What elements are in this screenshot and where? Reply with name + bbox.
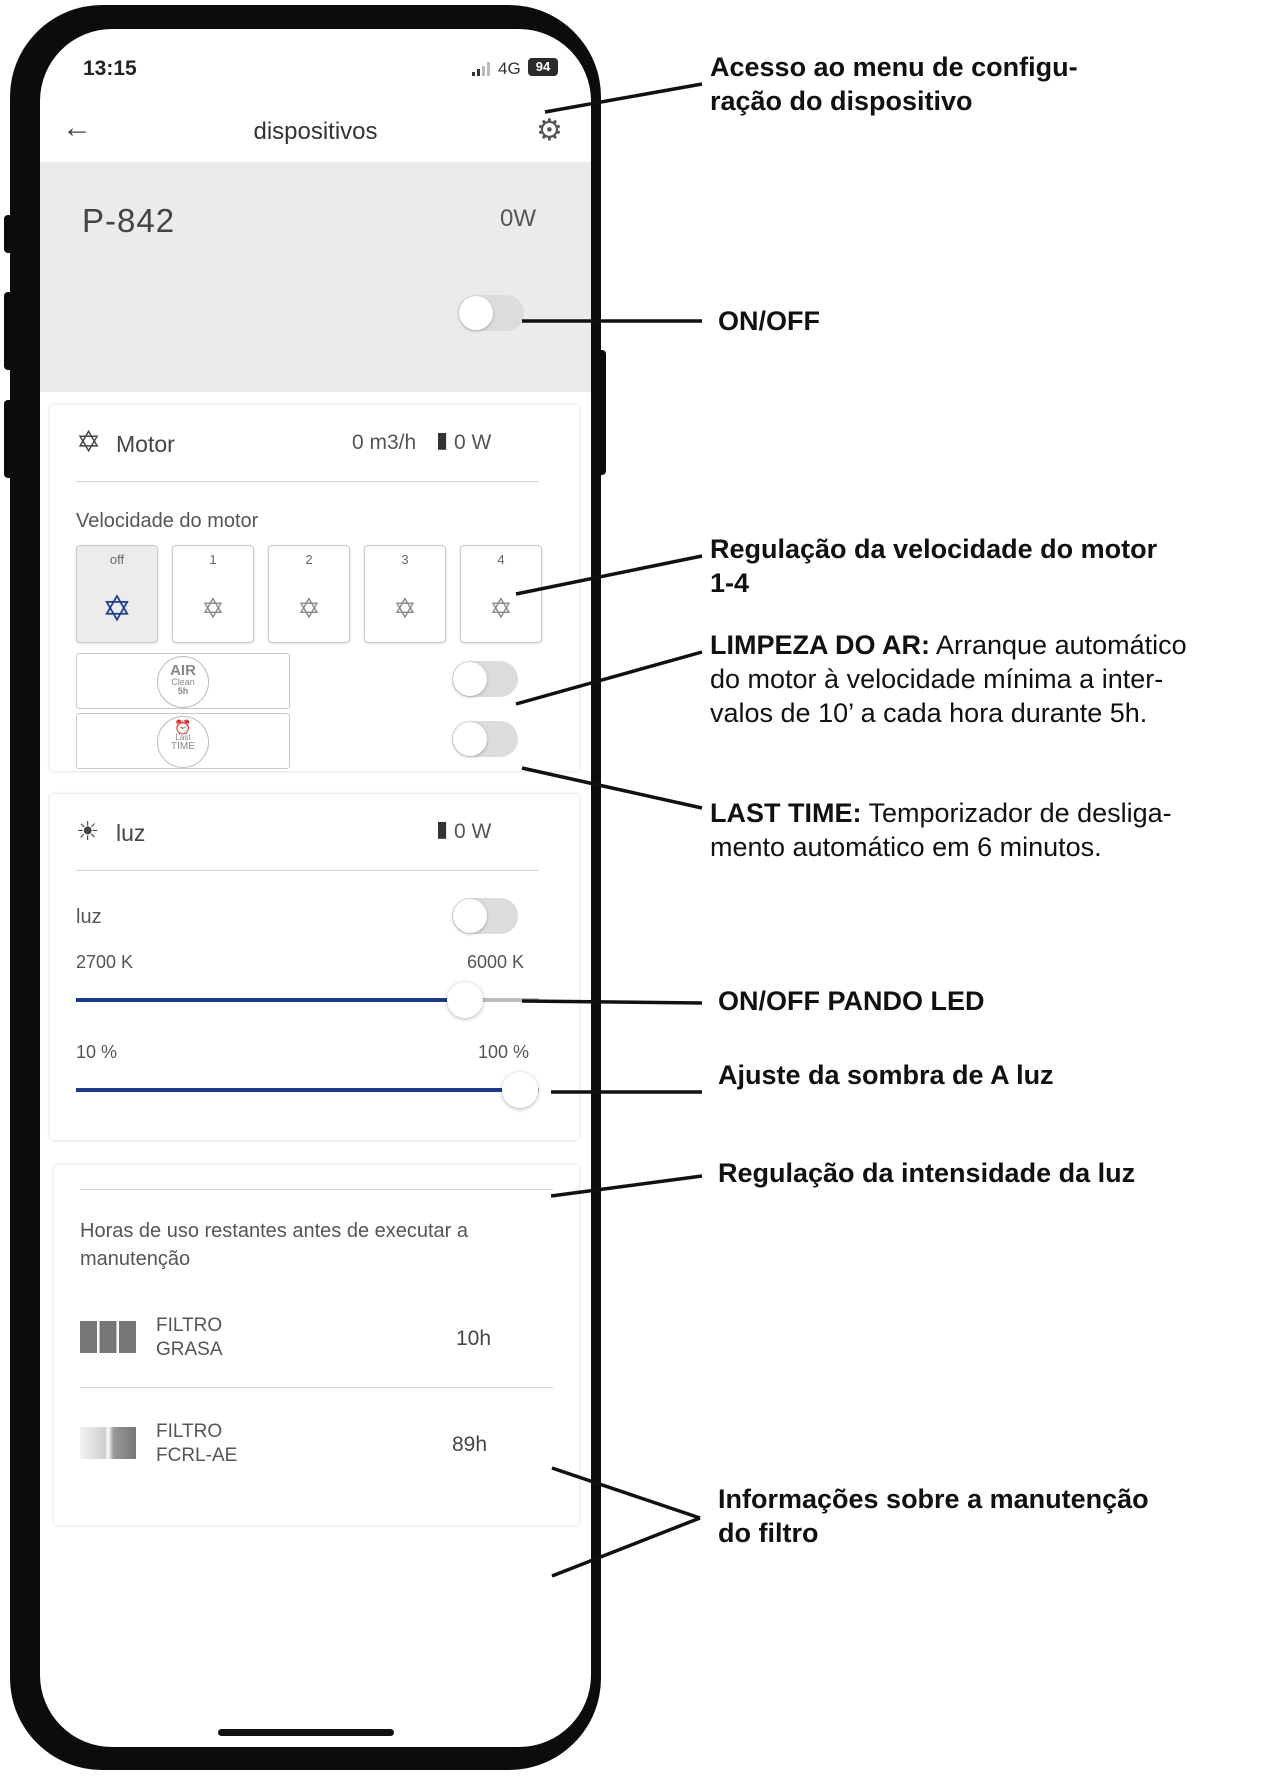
line-filter-1 (552, 1468, 700, 1518)
arrow-left-icon[interactable]: ← (62, 111, 92, 144)
speed-label-off: off (109, 552, 125, 567)
annotation-air-clean-l3: valos de 10’ a cada hora durante 5h. (710, 698, 1148, 728)
filter-1-hours: 10h (456, 1327, 492, 1350)
annotation-last-time-title: LAST TIME: (710, 798, 862, 828)
air-clean-badge-sub: Clean (171, 677, 195, 687)
speed-label: Velocidade do motor (76, 510, 259, 532)
plug-icon: ▮ (436, 427, 449, 452)
last-time-badge-sub: TIME (171, 741, 195, 752)
annotation-filter-info (718, 1482, 1149, 1550)
motor-airflow: 0 m3/h (352, 431, 417, 454)
fan-icon: ✡ (489, 593, 513, 624)
annotation-filter-info-l1: Informações sobre a manutenção (718, 1484, 1149, 1514)
annotation-settings-l1: Acesso ao menu de configu- (710, 52, 1078, 82)
motor-label: Motor (116, 431, 175, 457)
light-bulb-icon: ☀ (76, 816, 100, 846)
line-last-time (522, 768, 702, 808)
speed-label-2: 2 (305, 552, 313, 567)
annotation-intensity: Regulação da intensidade da luz (718, 1158, 1136, 1188)
speed-label-3: 3 (401, 552, 409, 567)
clock-glyph: ⏰ (174, 719, 192, 735)
annotation-last-time-l2: mento automático em 6 minutos. (710, 832, 1102, 862)
speed-label-4: 4 (497, 552, 505, 567)
light-power: 0 W (454, 820, 492, 843)
annotation-last-time-l1: Temporizador de desliga- (861, 798, 1172, 828)
motor-power: 0 W (454, 431, 492, 454)
line-intensity (551, 1176, 702, 1196)
annotation-settings (710, 50, 1078, 118)
filter-2-hours: 89h (452, 1433, 488, 1456)
annotation-motor-speed (710, 532, 1157, 600)
annotation-air-clean-title: LIMPEZA DO AR: (710, 630, 930, 660)
fan-icon: ✡ (297, 593, 321, 624)
filter-1-name: FILTRO (156, 1315, 223, 1336)
line-motor-speed (516, 556, 702, 594)
temp-min-label: 2700 K (76, 952, 134, 972)
maintenance-description: Horas de uso restantes antes de executar a manutenção (80, 1220, 469, 1270)
battery-icon: 94 (528, 58, 558, 76)
line-led (522, 1001, 702, 1003)
annotation-last-time (710, 796, 1270, 864)
fan-icon: ✡ (393, 593, 417, 624)
network-type: 4G (498, 59, 521, 78)
plug-icon: ▮ (436, 816, 449, 841)
annotation-on-off: ON/OFF (718, 306, 820, 336)
light-toggle-label: luz (76, 906, 102, 928)
intensity-min-label: 10 % (76, 1042, 118, 1062)
annotation-settings-l2: ração do dispositivo (710, 86, 973, 116)
temp-max-label: 6000 K (467, 952, 525, 972)
fan-icon: ✡ (76, 426, 102, 459)
page-title: dispositivos (253, 118, 378, 145)
annotation-air-clean-l1: Arranque automático (929, 630, 1187, 660)
annotation-air-clean-l2: do motor à velocidade mínima a inter- (710, 664, 1164, 694)
annotation-motor-speed-l2: 1-4 (710, 568, 750, 598)
filter-2-model: FCRL-AE (156, 1445, 238, 1466)
air-clean-badge-hours: 5h (177, 686, 189, 696)
annotation-shade: Ajuste da sombra de A luz (718, 1060, 1054, 1090)
device-name: P-842 (82, 202, 176, 239)
status-time: 13:15 (83, 57, 137, 80)
fan-icon: ✡ (201, 593, 225, 624)
intensity-max-label: 100 % (478, 1042, 530, 1062)
last-time-badge-main: Last (175, 733, 191, 742)
line-filter-2 (552, 1518, 700, 1576)
light-label: luz (116, 820, 146, 846)
filter-1-model: GRASA (156, 1339, 223, 1360)
fan-icon: ✡ (101, 588, 133, 629)
annotation-air-clean (710, 628, 1270, 730)
annotation-motor-speed-l1: Regulação da velocidade do motor (710, 534, 1158, 564)
annotation-led: ON/OFF PANDO LED (718, 986, 985, 1016)
gear-icon[interactable]: ⚙ (536, 114, 563, 147)
device-power: 0W (500, 205, 536, 232)
speed-label-1: 1 (209, 552, 217, 567)
annotation-filter-info-l2: do filtro (718, 1518, 819, 1548)
filter-2-name: FILTRO (156, 1421, 223, 1442)
line-settings (545, 84, 702, 112)
line-air-clean (516, 652, 702, 704)
air-clean-badge-main: AIR (170, 662, 196, 679)
